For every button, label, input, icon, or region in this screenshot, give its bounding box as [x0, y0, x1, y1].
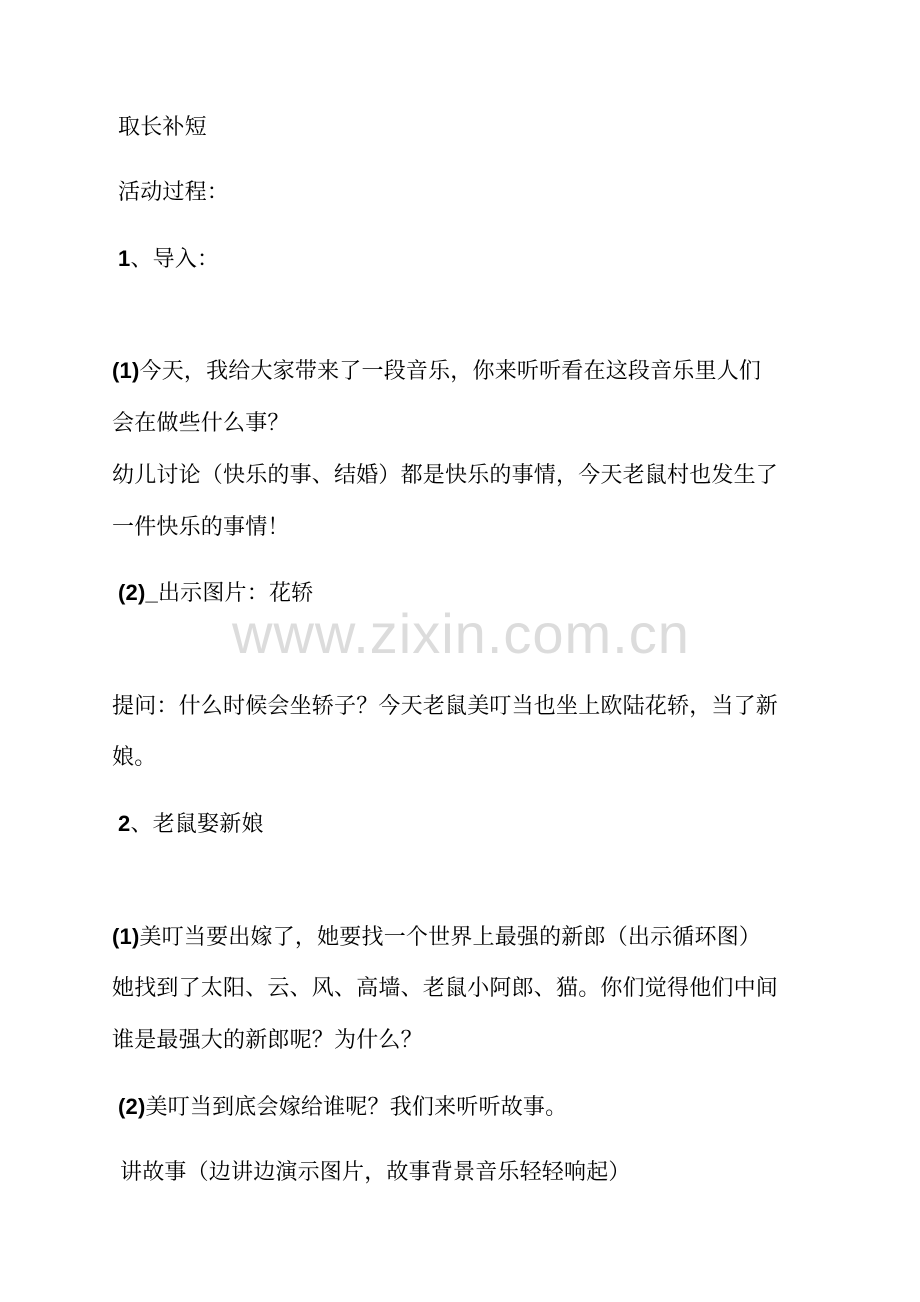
line-text: 今天，我给大家带来了一段音乐，你来听听看在这段音乐里人们: [139, 359, 762, 384]
line-text: 美叮当要出嫁了，她要找一个世界上最强的新郎（出示循环图）: [139, 925, 762, 950]
text-line-7: [112, 512, 290, 543]
item-number: 2: [118, 811, 131, 836]
line-text: 美叮当到底会嫁给谁呢？我们来听听故事。: [145, 1095, 568, 1120]
line-text: 娘。: [112, 745, 157, 770]
text-line-2: [118, 177, 229, 208]
item-number: (2): [118, 1094, 146, 1119]
text-line-13: [112, 973, 778, 1004]
line-text: 讲故事（边讲边演示图片，故事背景音乐轻轻响起）: [120, 1160, 631, 1185]
line-text: 她找到了太阳、云、风、高墙、老鼠小阿郎、猫。你们觉得他们中间: [112, 976, 779, 1001]
text-line-10: [112, 742, 156, 773]
item-number: (1): [112, 358, 140, 383]
line-text: 提问：什么时候会坐轿子？今天老鼠美叮当也坐上欧陆花轿，当了新: [112, 694, 779, 719]
text-line-14: [112, 1025, 423, 1056]
section-heading-2: [118, 809, 264, 840]
line-text: 取长补短: [118, 115, 207, 140]
line-text: 谁是最强大的新郎呢？为什么？: [112, 1028, 423, 1053]
line-text: 幼儿讨论（快乐的事、结婚）都是快乐的事情，今天老鼠村也发生了: [112, 463, 779, 488]
item-number: (2)_: [118, 580, 158, 605]
line-text: 一件快乐的事情！: [112, 515, 290, 540]
item-number: 1: [118, 246, 131, 271]
watermark: www.zixin.com.cn: [232, 602, 690, 665]
text-line-12: [112, 922, 761, 953]
text-line-4: [112, 356, 761, 387]
section-heading-1: [118, 244, 219, 275]
text-line-6: [112, 460, 778, 491]
item-number: (1): [112, 924, 140, 949]
text-line-16: [120, 1157, 631, 1188]
line-text: 活动过程：: [118, 180, 230, 205]
text-line-5: [112, 408, 290, 439]
line-text: 、老鼠娶新娘: [130, 812, 264, 837]
line-text: 、导入：: [130, 247, 220, 272]
line-text: 会在做些什么事？: [112, 411, 290, 436]
line-text: 出示图片：花轿: [157, 581, 314, 606]
text-line-1: [118, 112, 207, 143]
text-line-15: [118, 1092, 567, 1123]
text-line-9: [112, 691, 778, 722]
